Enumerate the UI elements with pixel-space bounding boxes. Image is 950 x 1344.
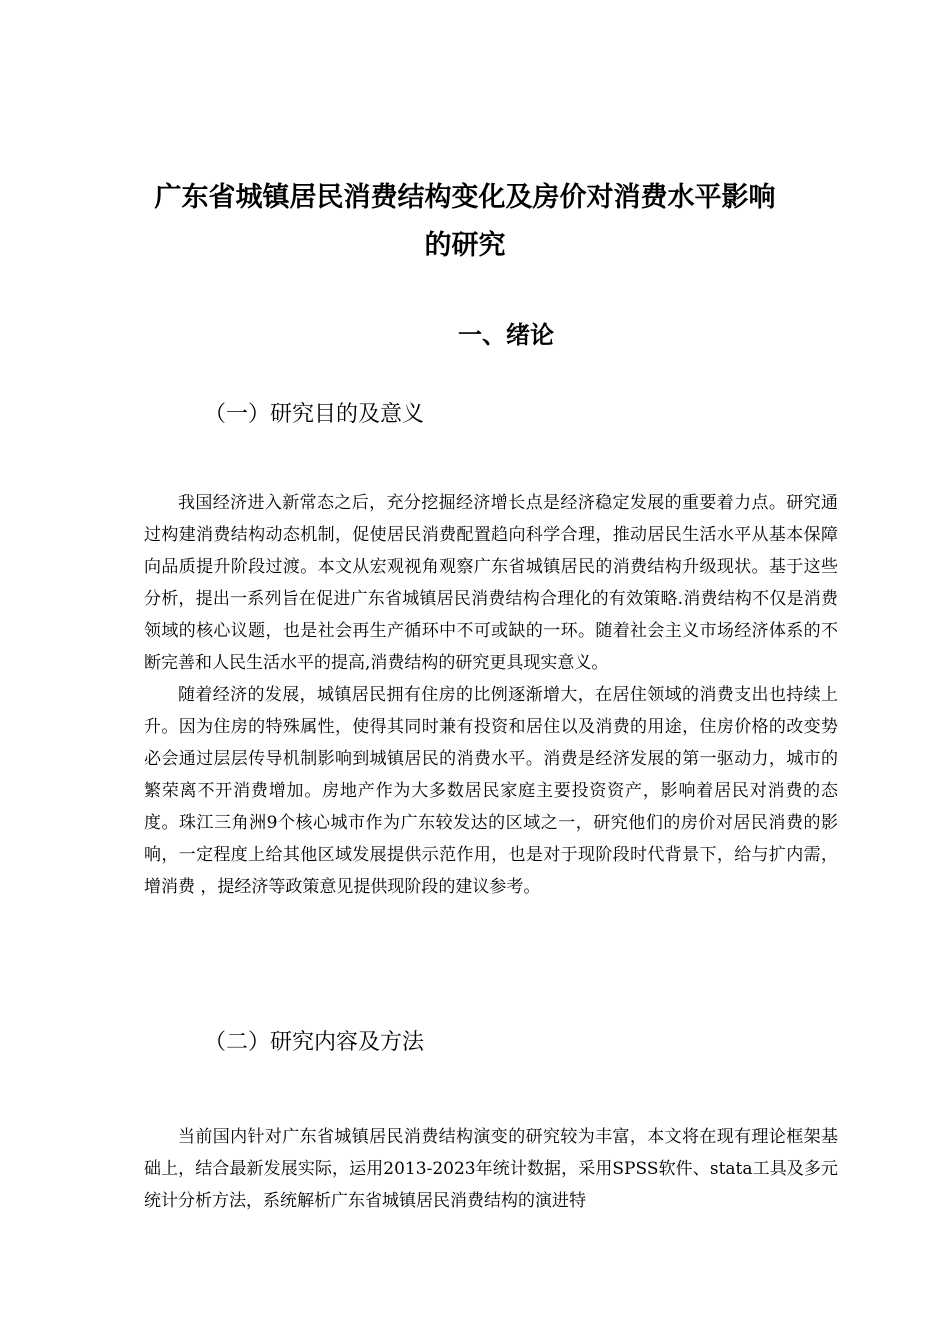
paragraph: 随着经济的发展，城镇居民拥有住房的比例逐渐增大，在居住领域的消费支出也持续上升。因为住房的特殊属性，使得其同时兼有投资和居住以及消费的用途，住房价格的改变势必会通过层层传导机制影响到城镇居民的消费水平。消费是经济发展的第一驱动力，城市的繁荣离不开消费增加。房地产作为大多数居民家庭主要投资资产，影响着居民对消费的态度。珠江三角洲9个核心城市作为广东较发达的区域之一，研究他们的房价对居民消费的影响，一定程度上给其他区域发展提供示范作用，也是对于现阶段时代背景下，给与扩内需，增消费 ，提经济等政策意见提供现阶段的建议参考。 [144,685,838,897]
paragraph: 我国经济进入新常态之后，充分挖掘经济增长点是经济稳定发展的重要着力点。研究通过构建消费结构动态机制，促使居民消费配置趋向科学合理，推动居民生活水平从基本保障向品质提升阶段过渡。本文从宏观视角观察广东省城镇居民的消费结构升级现状。基于这些分析，提出一系列旨在促进广东省城镇居民消费结构合理化的有效策略.消费结构不仅是消费领域的核心议题，也是社会再生产循环中不可或缺的一环。随着社会主义市场经济体系的不断完善和人民生活水平的提高,消费结构的研究更具现实意义。 [144,493,838,673]
section-heading-introduction: 一、绪论 [458,321,554,349]
subsection-purpose-body [144,487,838,903]
document-title-line-1: 广东省城镇居民消费结构变化及房价对消费水平影响 [154,182,776,213]
subsection-heading-purpose: （一）研究目的及意义 [204,402,425,427]
document-title-line-2: 的研究 [424,230,506,261]
paragraph: 当前国内针对广东省城镇居民消费结构演变的研究较为丰富，本文将在现有理论框架基础上，结合最新发展实际，运用2013-2023年统计数据，采用SPSS软件、stata工具及多元统计分析方法，系统解析广东省城镇居民消费结构的演进特 [144,1127,838,1211]
subsection-content-methods-body [144,1121,838,1217]
subsection-heading-content-methods: （二）研究内容及方法 [204,1030,425,1055]
